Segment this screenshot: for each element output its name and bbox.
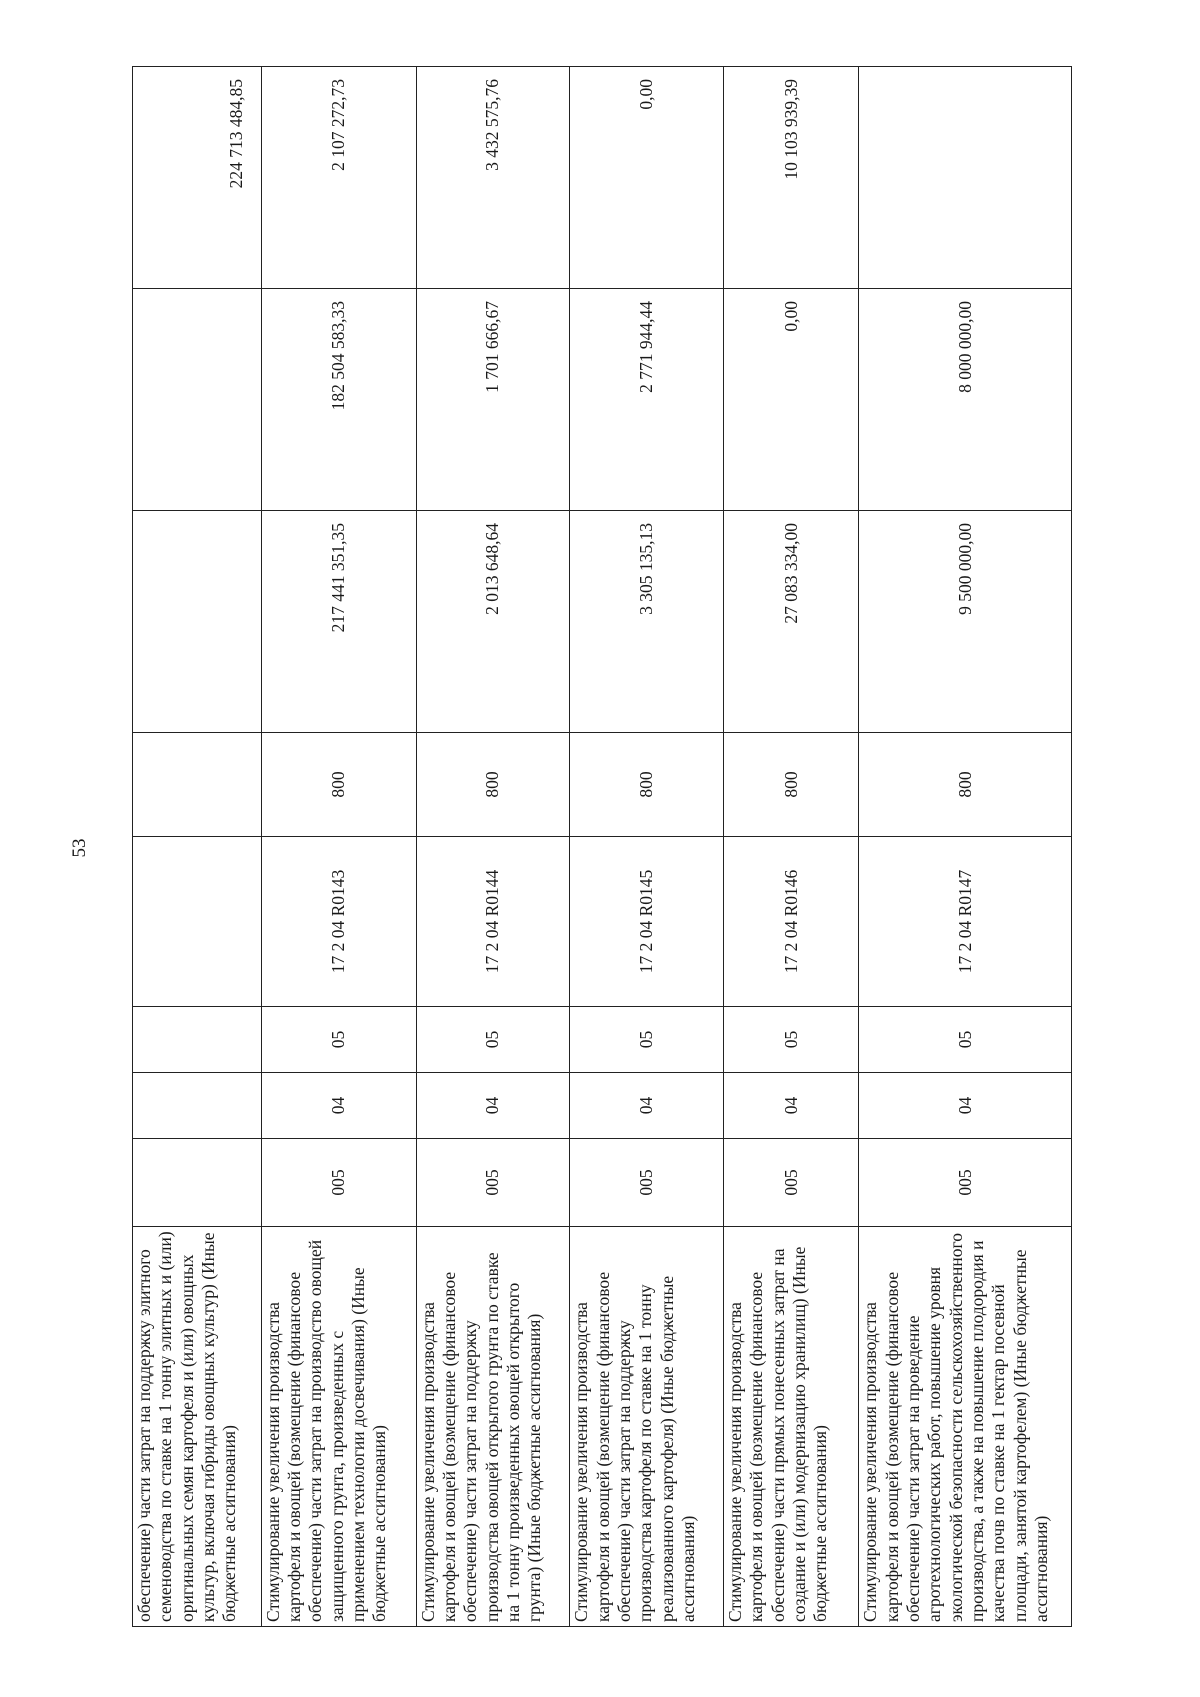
- ministry-code: 005: [570, 1139, 724, 1227]
- budget-table-container: [132, 67, 1072, 1627]
- sum-year-2: 2 771 944,44: [570, 289, 724, 511]
- sum-year-3: [859, 67, 1072, 289]
- table-row: [133, 67, 262, 1627]
- row-description: Стимулирование увеличения производства картофеля и овощей (возмещение (финансовое обеспечение) части затрат на производство овощей защищенного грунта, произведенных с применением технологии досвечивания) (Иные бюджетные ассигнования): [261, 1227, 416, 1627]
- expense-type-code: 800: [724, 733, 859, 837]
- expense-type-code: [133, 733, 262, 837]
- expense-type-code: 800: [859, 733, 1072, 837]
- sum-year-3: 2 107 272,73: [261, 67, 416, 289]
- sum-year-2: 8 000 000,00: [859, 289, 1072, 511]
- section-code: 04: [859, 1073, 1072, 1139]
- subsection-code: 05: [859, 1007, 1072, 1073]
- section-code: [133, 1073, 262, 1139]
- target-code: [133, 837, 262, 1007]
- sum-year-3: 10 103 939,39: [724, 67, 859, 289]
- ministry-code: 005: [416, 1139, 570, 1227]
- sum-year-3: 0,00: [570, 67, 724, 289]
- row-description: Стимулирование увеличения производства картофеля и овощей (возмещение (финансовое обеспечение) части затрат на поддержку производства картофеля по ставке на 1 тонну реализованного картофеля) (Иные бюджетные ассигнования): [570, 1227, 724, 1627]
- target-code: 17 2 04 R0143: [261, 837, 416, 1007]
- sum-year-1: 217 441 351,35: [261, 511, 416, 733]
- target-code: 17 2 04 R0146: [724, 837, 859, 1007]
- subsection-code: 05: [416, 1007, 570, 1073]
- ministry-code: 005: [261, 1139, 416, 1227]
- budget-table: [132, 66, 1072, 1627]
- sum-year-2: [133, 289, 262, 511]
- target-code: 17 2 04 R0147: [859, 837, 1072, 1007]
- sum-year-1: [133, 511, 262, 733]
- subsection-code: 05: [570, 1007, 724, 1073]
- sum-year-1: 9 500 000,00: [859, 511, 1072, 733]
- expense-type-code: 800: [261, 733, 416, 837]
- subsection-code: 05: [261, 1007, 416, 1073]
- ministry-code: 005: [859, 1139, 1072, 1227]
- subsection-code: [133, 1007, 262, 1073]
- section-code: 04: [416, 1073, 570, 1139]
- section-code: 04: [724, 1073, 859, 1139]
- sum-year-2: 0,00: [724, 289, 859, 511]
- row-description: Стимулирование увеличения производства картофеля и овощей (возмещение (финансовое обеспечение) части прямых понесенных затрат на создание и (или) модернизацию хранилищ) (Иные бюджетные ассигнования): [724, 1227, 859, 1627]
- row-description: Стимулирование увеличения производства картофеля и овощей (возмещение (финансовое обеспечение) части затрат на поддержку производства овощей открытого грунта по ставке на 1 тонну произведенных овощей открытого грунта) (Иные бюджетные ассигнования): [416, 1227, 570, 1627]
- table-row: [724, 67, 859, 1627]
- sum-year-1: 3 305 135,13: [570, 511, 724, 733]
- target-code: 17 2 04 R0144: [416, 837, 570, 1007]
- subsection-code: 05: [724, 1007, 859, 1073]
- table-row: [416, 67, 570, 1627]
- page-number: 53: [69, 838, 90, 858]
- table-row: [261, 67, 416, 1627]
- sum-year-3: 224 713 484,85: [133, 67, 262, 289]
- row-description: обеспечение) части затрат на поддержку элитного семеноводства по ставке на 1 тонну элитных и (или) оригинальных семян картофеля и (или) овощных культур, включая гибриды овощных культур) (Иные бюджетные ассигнования): [133, 1227, 262, 1627]
- table-row: [570, 67, 724, 1627]
- section-code: 04: [570, 1073, 724, 1139]
- expense-type-code: 800: [416, 733, 570, 837]
- sum-year-1: 2 013 648,64: [416, 511, 570, 733]
- table-row: [859, 67, 1072, 1627]
- sum-year-2: 182 504 583,33: [261, 289, 416, 511]
- target-code: 17 2 04 R0145: [570, 837, 724, 1007]
- expense-type-code: 800: [570, 733, 724, 837]
- sum-year-3: 3 432 575,76: [416, 67, 570, 289]
- section-code: 04: [261, 1073, 416, 1139]
- row-description: Стимулирование увеличения производства картофеля и овощей (возмещение (финансовое обеспечение) части затрат на проведение агротехнологических работ, повышение уровня экологической безопасности сельскохозяйственного производства, а также на повышение плодородия и качества почв по ставке на 1 гектар посевной площади, занятой картофелем) (Иные бюджетные ассигнования): [859, 1227, 1072, 1627]
- sum-year-1: 27 083 334,00: [724, 511, 859, 733]
- sum-year-2: 1 701 666,67: [416, 289, 570, 511]
- ministry-code: 005: [724, 1139, 859, 1227]
- ministry-code: [133, 1139, 262, 1227]
